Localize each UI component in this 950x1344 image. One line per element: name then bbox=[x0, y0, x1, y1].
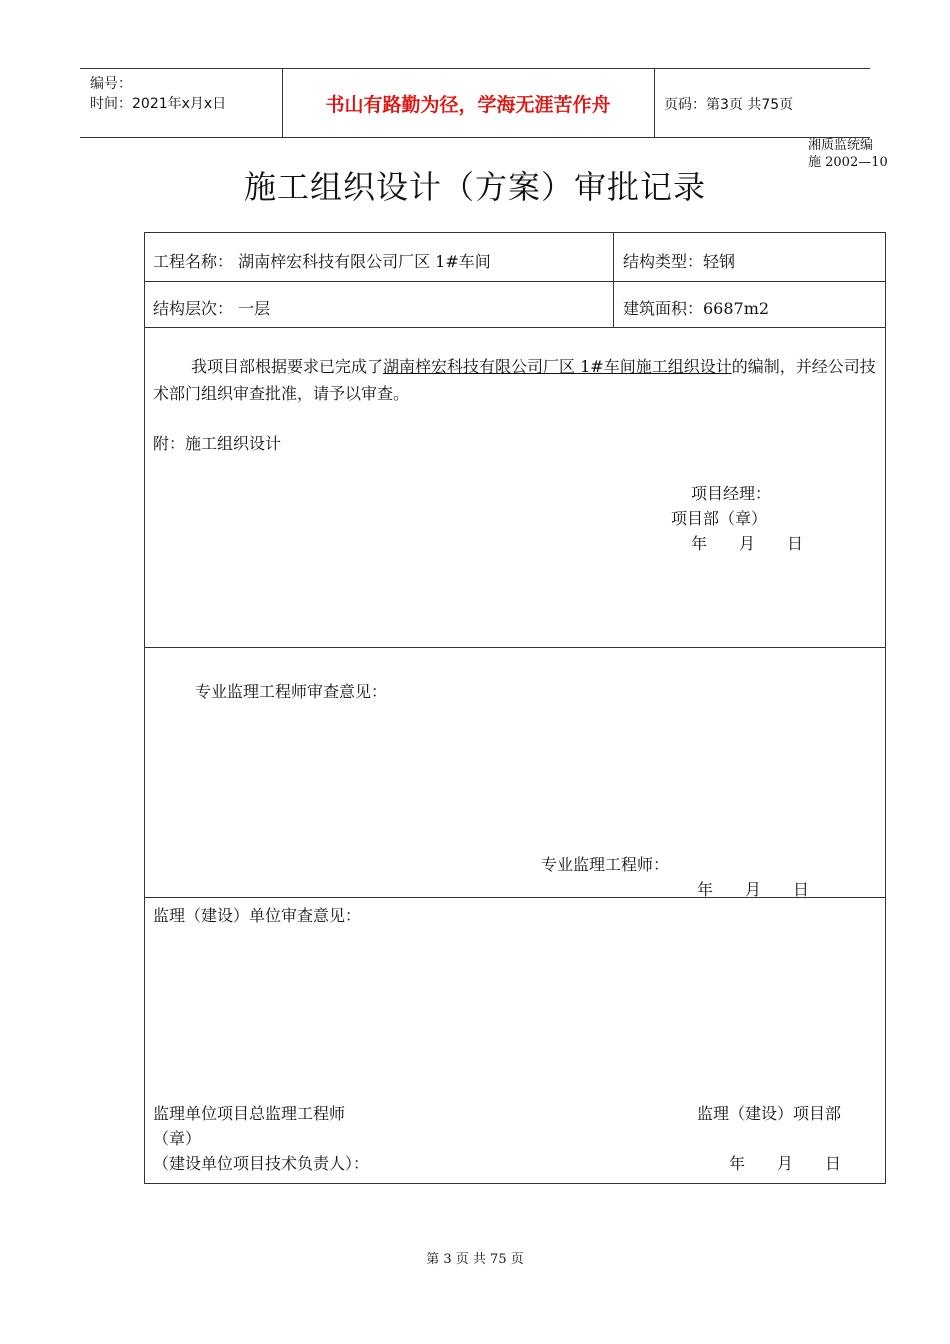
document-code-line1: 湘质监统编 bbox=[808, 138, 874, 153]
application-date: 年 月 日 bbox=[691, 534, 804, 553]
application-paragraph bbox=[153, 353, 877, 407]
chief-supervisor-label: 监理单位项目总监理工程师 bbox=[153, 1104, 346, 1123]
page-footer: 第 3 页 共 75 页 bbox=[426, 1252, 524, 1267]
row-divider bbox=[145, 647, 885, 648]
page-info: 页码：第3页 共75页 bbox=[664, 97, 794, 113]
project-manager-label: 项目经理： bbox=[691, 484, 772, 503]
specialist-signer-label: 专业监理工程师： bbox=[541, 855, 670, 874]
row-divider bbox=[145, 327, 885, 328]
structure-type-field: 结构类型：轻钢 bbox=[623, 252, 736, 271]
client-tech-label: （建设单位项目技术负责人）： bbox=[153, 1154, 370, 1173]
document-header bbox=[80, 68, 870, 138]
specialist-review-heading: 专业监理工程师审查意见： bbox=[195, 682, 388, 701]
time-label: 时间：2021年x月x日 bbox=[90, 96, 227, 112]
approval-form bbox=[144, 232, 886, 1184]
application-text-before: 我项目部根据要求已完成了 bbox=[191, 357, 384, 376]
unit-review-heading: 监理（建设）单位审查意见： bbox=[153, 906, 362, 925]
application-text-after: 的编制，并经公司技术部门组织审查批准，请予以审查。 bbox=[153, 357, 876, 403]
number-label: 编号： bbox=[90, 76, 132, 92]
unit-review-date: 年 月 日 bbox=[729, 1154, 842, 1173]
building-area-field: 建筑面积：6687m2 bbox=[623, 299, 770, 318]
application-project-link: 湖南梓宏科技有限公司厂区 1#车间施工组织设计 bbox=[383, 357, 732, 376]
attachment-note: 附：施工组织设计 bbox=[153, 434, 282, 453]
seal-label: （章） bbox=[153, 1129, 202, 1148]
column-divider bbox=[613, 233, 614, 327]
project-dept-label: 监理（建设）项目部 bbox=[697, 1104, 842, 1123]
page-title: 施工组织设计（方案）审批记录 bbox=[243, 168, 706, 206]
document-code-line2: 施 2002—10 bbox=[808, 155, 888, 170]
header-meta-cell bbox=[80, 69, 283, 137]
row-divider bbox=[145, 281, 885, 282]
motto: 书山有路勤为径，学海无涯苦作舟 bbox=[282, 69, 655, 137]
project-dept-seal: 项目部（章） bbox=[671, 509, 768, 528]
specialist-review-date: 年 月 日 bbox=[697, 880, 810, 899]
structure-levels-field: 结构层次： 一层 bbox=[153, 299, 271, 318]
project-name-field: 工程名称： 湖南梓宏科技有限公司厂区 1#车间 bbox=[153, 252, 491, 271]
